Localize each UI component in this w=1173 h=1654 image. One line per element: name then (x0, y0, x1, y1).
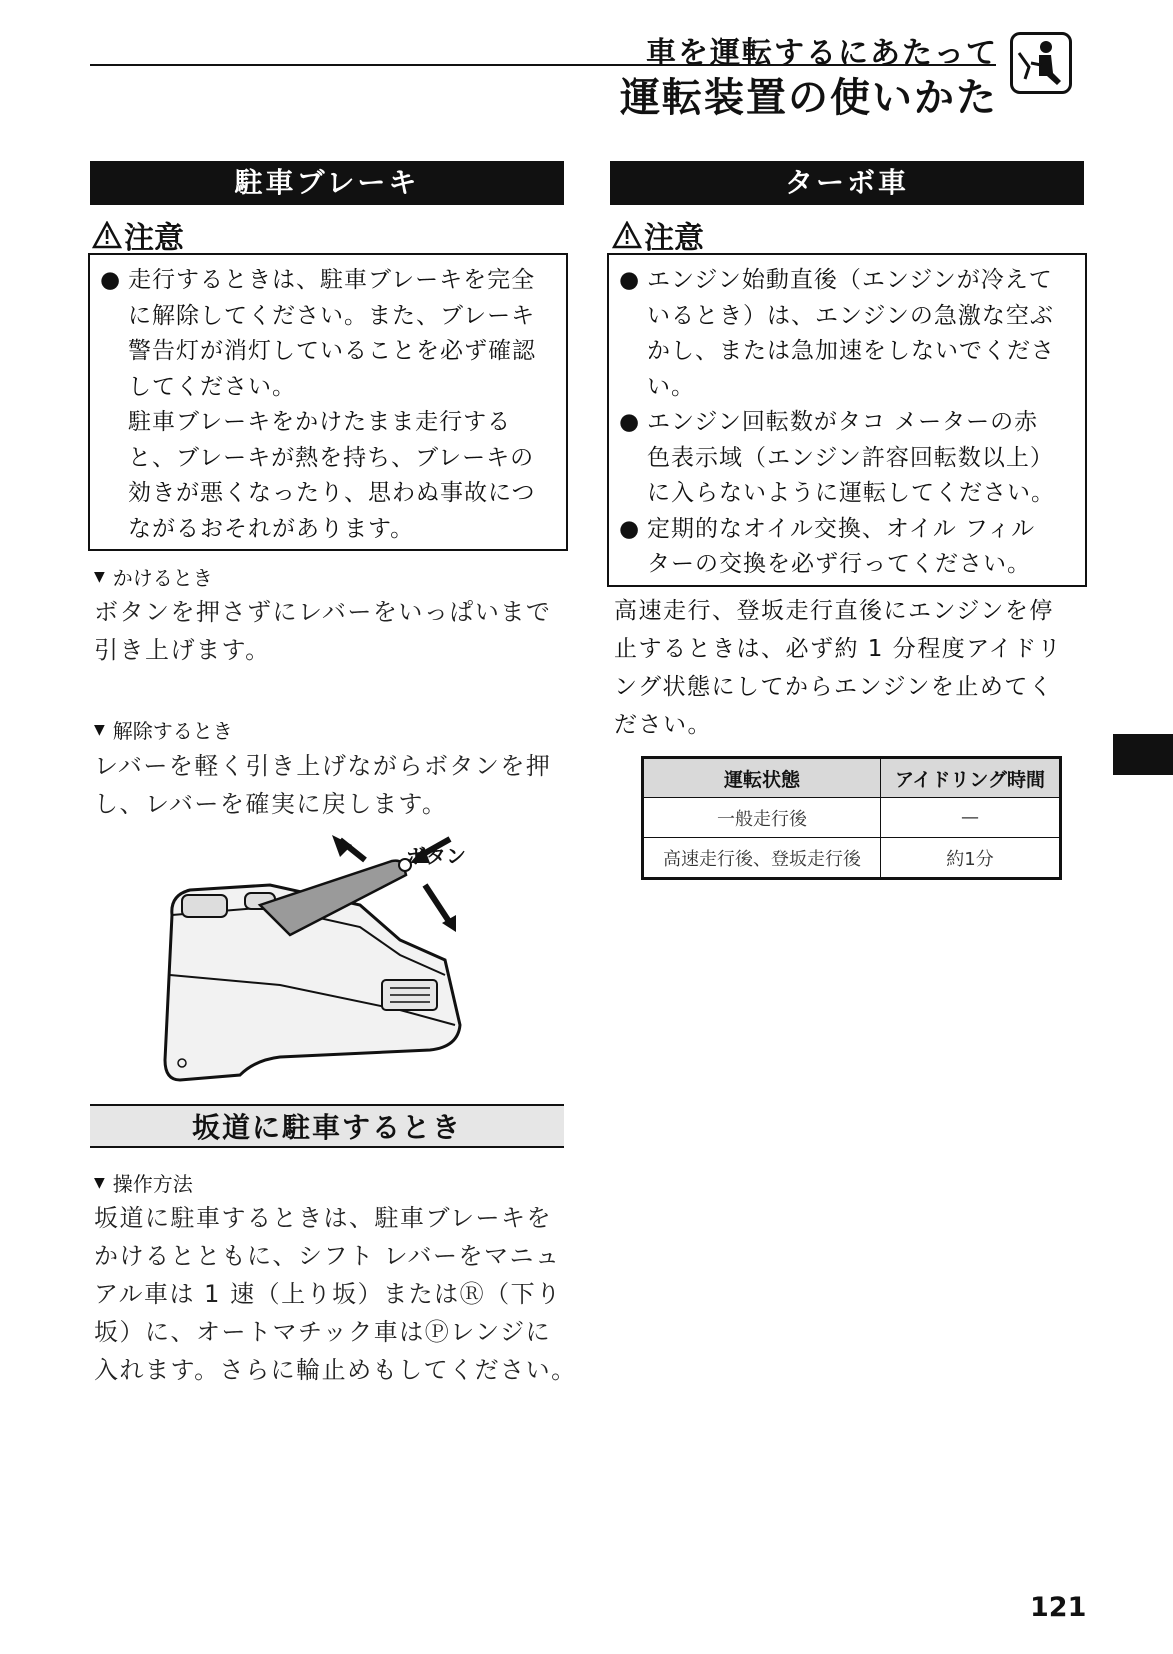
body-line: ださい。 (614, 712, 712, 738)
table-cell: 一般走行後 (643, 798, 881, 838)
subhead-operation (94, 1168, 193, 1197)
caution-item: ● エンジン始動直後（エンジンが冷えて (619, 263, 1075, 299)
caution-box-turbo (607, 253, 1087, 587)
body-line: アル車は 1 速（上り坂）またはⓇ（下り (94, 1280, 562, 1308)
body-line: 坂）に、オートマチック車はⓅレンジに (94, 1318, 552, 1346)
triangle-down-icon: ▼ (94, 721, 105, 738)
table-cell: 約1分 (881, 838, 1061, 879)
caution-item: ● エンジン回転数がタコ メーターの赤 (619, 405, 1075, 441)
subhead-label: かけるとき (112, 566, 213, 590)
body-line: 入れます。さらに輪止めもしてください。 (94, 1356, 577, 1384)
release-instructions (94, 747, 574, 823)
figure-label-button: ボタン (406, 844, 466, 868)
body-line: 坂道に駐車するときは、駐車ブレーキを (94, 1204, 553, 1232)
chapter-thumb-tab (1113, 734, 1173, 775)
caution-text: かし、または急加速をしないでくださ (647, 338, 1055, 364)
table-header: 運転状態 (643, 758, 881, 798)
caution-title (92, 213, 184, 257)
table-row (643, 838, 1061, 879)
chapter-title: 車を運転するにあたって (646, 36, 998, 71)
body-line: かけるとともに、シフト レバーをマニュ (94, 1242, 561, 1270)
caution-item: ● 走行するときは、駐車ブレーキを完全 (100, 263, 556, 299)
caution-text: 走行するときは、駐車ブレーキを完全 (128, 267, 536, 293)
caution-text: いるとき）は、エンジンの急激な空ぶ (647, 302, 1054, 329)
parking-brake-lever-illustration (160, 835, 500, 1090)
caution-text: 定期的なオイル交換、オイル フィル (647, 515, 1036, 542)
caution-title (612, 213, 704, 257)
caution-label: 注意 (644, 221, 704, 256)
caution-item: ● 定期的なオイル交換、オイル フィル (619, 512, 1075, 548)
driver-seat-icon (1010, 32, 1072, 94)
caution-text: 駐車ブレーキをかけたまま走行する (128, 409, 512, 435)
table-header-row (643, 758, 1061, 798)
section-heading-turbo: ターボ車 (610, 161, 1084, 205)
body-line: 止するときは、必ず約 1 分程度アイドリ (614, 636, 1063, 662)
body-line: し、レバーを確実に戻します。 (94, 790, 448, 818)
turbo-instructions (614, 592, 1094, 744)
caution-box-parking-brake (88, 253, 568, 551)
body-line: レバーを軽く引き上げながらボタンを押 (94, 752, 552, 780)
parking-brake-figure (160, 835, 500, 1090)
table-row (643, 798, 1061, 838)
caution-text: 警告灯が消灯していることを必ず確認 (128, 338, 536, 364)
caution-text: と、ブレーキが熱を持ち、ブレーキの (128, 444, 535, 471)
body-line: ボタンを押さずにレバーをいっぱいまで (94, 598, 552, 626)
body-line: 高速走行、登坂走行直後にエンジンを停 (614, 598, 1054, 624)
caution-text: に入らないように運転してください。 (647, 480, 1055, 506)
table-cell: — (881, 798, 1061, 838)
triangle-down-icon: ▼ (94, 568, 105, 585)
triangle-down-icon: ▼ (94, 1174, 105, 1191)
subhead-release (94, 715, 233, 744)
subhead-apply (94, 562, 213, 591)
slope-instructions (94, 1199, 584, 1389)
section-heading-slope: 坂道に駐車するとき (90, 1104, 564, 1148)
caution-text: してください。 (128, 373, 296, 400)
section-heading-parking-brake: 駐車ブレーキ (90, 161, 564, 205)
caution-text: エンジン回転数がタコ メーターの赤 (647, 409, 1039, 435)
caution-text: ターの交換を必ず行ってください。 (647, 551, 1031, 577)
caution-text: い。 (647, 373, 695, 400)
caution-text: に解除してください。また、ブレーキ (128, 302, 536, 329)
table-cell: 高速走行後、登坂走行後 (643, 838, 881, 879)
subhead-label: 解除するとき (112, 719, 233, 743)
page-title: 運転装置の使いかた (620, 75, 998, 121)
table-header: アイドリング時間 (881, 758, 1061, 798)
caution-text: 効きが悪くなったり、思わぬ事故につ (128, 480, 536, 506)
apply-instructions (94, 593, 574, 669)
page-number: 121 (1030, 1592, 1087, 1623)
body-line: ング状態にしてからエンジンを止めてく (614, 674, 1054, 700)
subhead-label: 操作方法 (112, 1172, 193, 1196)
caution-text: エンジン始動直後（エンジンが冷えて (647, 267, 1053, 293)
caution-text: 色表示域（エンジン許容回転数以上） (647, 444, 1054, 471)
body-line: 引き上げます。 (94, 636, 271, 664)
idle-time-table (641, 756, 1062, 880)
caution-label: 注意 (124, 221, 184, 256)
warning-triangle-icon (92, 221, 122, 249)
warning-triangle-icon (612, 221, 642, 249)
caution-text: ながるおそれがあります。 (128, 515, 415, 542)
